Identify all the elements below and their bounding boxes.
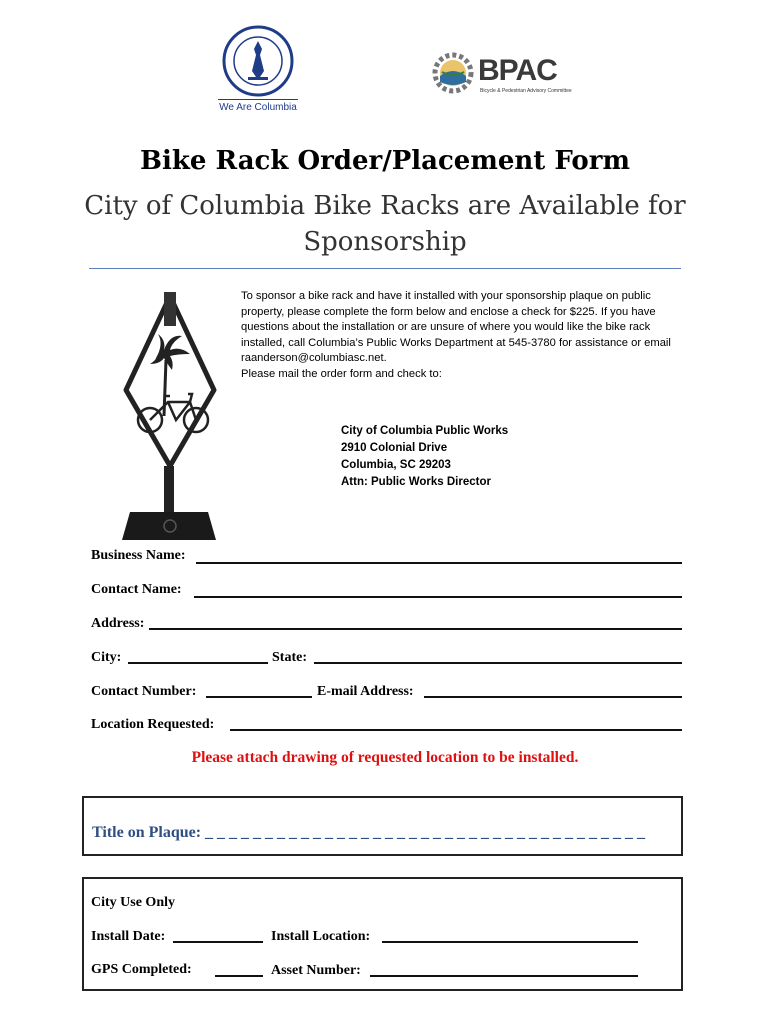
plaque-title-label: Title on Plaque: _ _ _ _ _ _ _ _ _ _ _ _ _ _ _ _ _ _ _ _ _ _ _ _ _ _ _ _ _ _ _ _ _ _ _ _ _	[92, 824, 646, 841]
state-field[interactable]	[314, 662, 682, 664]
mailing-address	[341, 423, 641, 491]
bpac-logo	[432, 50, 572, 100]
mail-instruction: Please mail the order form and check to:	[241, 367, 442, 380]
address-label: Address:	[91, 616, 145, 631]
address-line: Attn: Public Works Director	[341, 476, 491, 488]
city-seal-icon	[222, 25, 294, 97]
install-date-label: Install Date:	[91, 929, 166, 944]
city-logo-rule	[218, 99, 298, 100]
business-name-label: Business Name:	[91, 548, 186, 563]
page-subtitle: City of Columbia Bike Racks are Available for Sponsorship	[84, 191, 686, 257]
address-line: City of Columbia Public Works	[341, 425, 509, 437]
title-divider	[89, 268, 681, 269]
address-field[interactable]	[149, 628, 682, 630]
business-name-field[interactable]	[196, 562, 682, 564]
page-title: Bike Rack Order/Placement Form	[140, 146, 630, 176]
gps-completed-label: GPS Completed:	[91, 962, 192, 977]
contact-number-field[interactable]	[206, 696, 312, 698]
install-location-label: Install Location:	[271, 929, 371, 944]
address-line: Columbia, SC 29203	[341, 459, 451, 471]
email-field[interactable]	[424, 696, 682, 698]
city-tagline: We Are Columbia	[219, 102, 297, 113]
attach-drawing-notice: Please attach drawing of requested location to be installed.	[191, 749, 579, 766]
location-field[interactable]	[230, 729, 682, 731]
city-field[interactable]	[128, 662, 268, 664]
email-label: E-mail Address:	[317, 684, 414, 699]
intro-text	[241, 289, 681, 383]
bike-rack-image	[120, 290, 220, 540]
intro-paragraph: To sponsor a bike rack and have it installed with your sponsorship plaque on public property, please complete the form below and enclose a check for $225. If you have questions about the installation or are unsure of where you would like the bike rack installed, call Columbia’s Public Works Department at 545-3780 for assistance or email raanderson@columbiasc.net.	[241, 290, 671, 365]
city-of-columbia-logo	[214, 25, 302, 125]
plaque-box	[82, 796, 683, 856]
contact-name-label: Contact Name:	[91, 582, 182, 597]
install-location-field[interactable]	[382, 941, 638, 943]
gear-icon	[432, 52, 474, 94]
bpac-subtitle: Bicycle & Pedestrian Advisory Committee	[480, 88, 572, 94]
contact-number-label: Contact Number:	[91, 684, 197, 699]
bpac-name: BPAC	[478, 54, 557, 87]
state-label: State:	[272, 650, 307, 665]
city-use-box	[82, 877, 683, 991]
location-label: Location Requested:	[91, 717, 215, 732]
contact-name-field[interactable]	[194, 596, 682, 598]
gps-completed-field[interactable]	[215, 975, 263, 977]
city-use-heading: City Use Only	[91, 895, 175, 910]
city-label: City:	[91, 650, 122, 665]
asset-number-label: Asset Number:	[271, 963, 361, 978]
address-line: 2910 Colonial Drive	[341, 442, 448, 454]
install-date-field[interactable]	[173, 941, 263, 943]
asset-number-field[interactable]	[370, 975, 638, 977]
